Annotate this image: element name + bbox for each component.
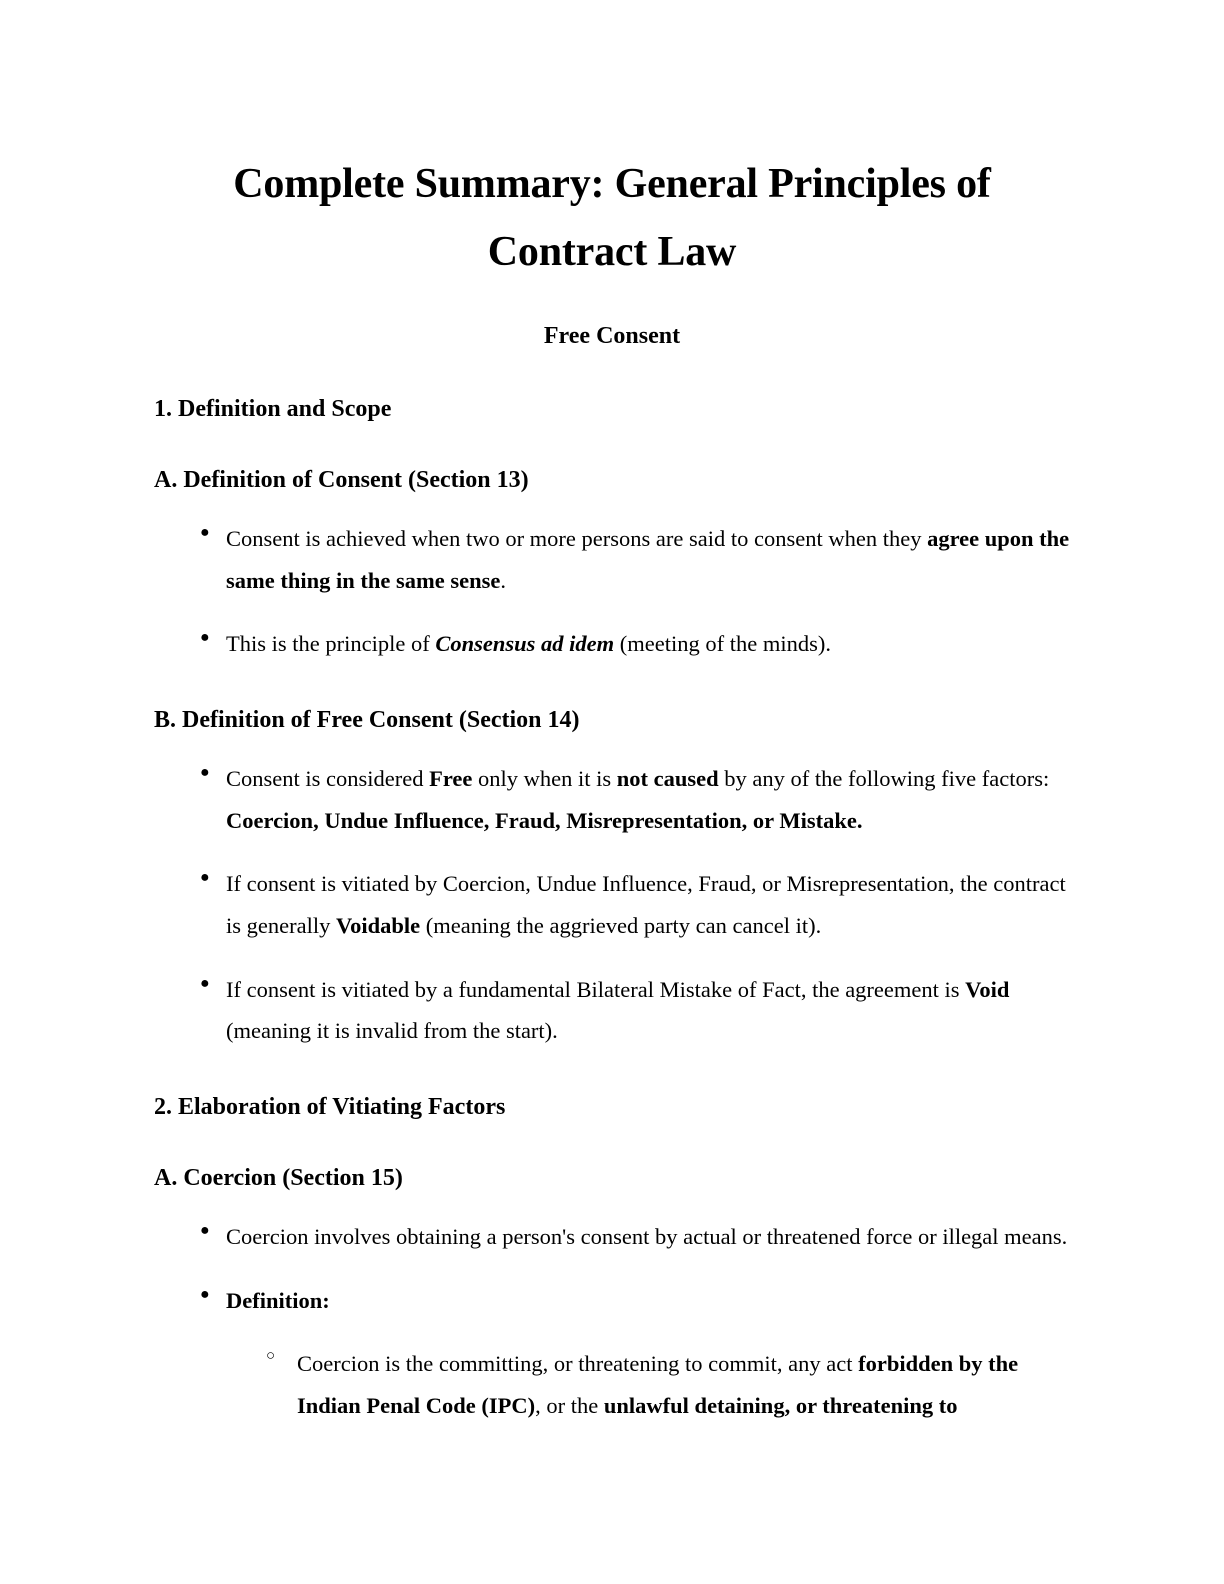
bullet-item (154, 1194, 1070, 1258)
bullet-point-icon: ● (200, 764, 210, 782)
text-run: Definition: (226, 1287, 330, 1313)
bullet-list (154, 736, 1070, 1052)
text-run: . (500, 567, 506, 593)
text-run: forbidden by the Indian Penal Code (IPC) (297, 1351, 1019, 1419)
bullet-text (226, 977, 1009, 1044)
text-run: Coercion, Undue Influence, Fraud, Misrepresentation, or Mistake. (226, 807, 863, 833)
text-run: agree upon the same thing in the same sense (226, 526, 1070, 593)
document-body (154, 354, 1070, 1427)
text-run: Consensus ad idem (435, 631, 615, 657)
bullet-text (226, 766, 1049, 833)
bullet-item (154, 736, 1070, 841)
bullet-text (226, 526, 1069, 593)
text-run: Coercion is the committing, or threatening to commit, any act (297, 1351, 859, 1377)
bullet-point-icon: ● (200, 629, 210, 647)
page-title: Complete Summary: General Principles of Contract Law (233, 161, 991, 276)
bullet-list (154, 496, 1070, 665)
bullet-list (154, 1194, 1070, 1427)
bullet-item (154, 496, 1070, 601)
text-run: Coercion involves obtaining a person's consent by actual or threatened force or illegal means. (226, 1224, 1068, 1250)
bullet-point-icon: ● (200, 1285, 210, 1303)
text-run: (meaning the aggrieved party can cancel it). (420, 912, 822, 938)
text-run: (meaning it is invalid from the start). (226, 1018, 558, 1044)
subsection-heading: A. Definition of Consent (Section 13) (154, 466, 529, 493)
text-run: This is the principle of (226, 631, 436, 657)
bullet-item (154, 1258, 1070, 1322)
text-run: (meeting of the minds). (614, 631, 831, 657)
text-run: not caused (616, 766, 719, 792)
bullet-text (226, 631, 831, 656)
text-run: , or the (535, 1393, 604, 1419)
bullet-point-icon: ● (200, 869, 210, 887)
bullet-text (226, 871, 1066, 938)
bullet-text (226, 1288, 330, 1313)
hollow-bullet-icon: ○ (266, 1348, 276, 1365)
bullet-item (154, 841, 1070, 946)
bullet-text (226, 1224, 1067, 1249)
section-heading: 1. Definition and Scope (154, 395, 392, 422)
bullet-point-icon: ● (200, 1222, 210, 1240)
text-run: by any of the following five factors: (718, 766, 1050, 792)
bullet-item (154, 601, 1070, 665)
text-run: Free (429, 766, 473, 792)
subsection-heading: A. Coercion (Section 15) (154, 1165, 403, 1192)
text-run: If consent is vitiated by Coercion, Undue Influence, Fraud, or Misrepresentation, the contract is generally (226, 871, 1066, 938)
text-run: Void (965, 976, 1010, 1002)
bullet-point-icon: ● (200, 524, 210, 542)
text-run: Consent is achieved when two or more persons are said to consent when they (226, 526, 928, 552)
text-run: only when it is (472, 766, 617, 792)
text-run: Consent is considered (226, 766, 430, 792)
subsection-heading: B. Definition of Free Consent (Section 14) (154, 706, 580, 733)
text-run: If consent is vitiated by a fundamental Bilateral Mistake of Fact, the agreement is (226, 976, 966, 1002)
sub-bullet-item (154, 1321, 1070, 1426)
bullet-point-icon: ● (200, 974, 210, 992)
text-run: Voidable (335, 912, 421, 938)
bullet-item (154, 947, 1070, 1052)
text-run: unlawful detaining, or threatening to (603, 1393, 958, 1419)
bullet-text (297, 1351, 1018, 1418)
section-heading: 2. Elaboration of Vitiating Factors (154, 1093, 506, 1120)
document-subtitle: Free Consent (543, 323, 681, 350)
